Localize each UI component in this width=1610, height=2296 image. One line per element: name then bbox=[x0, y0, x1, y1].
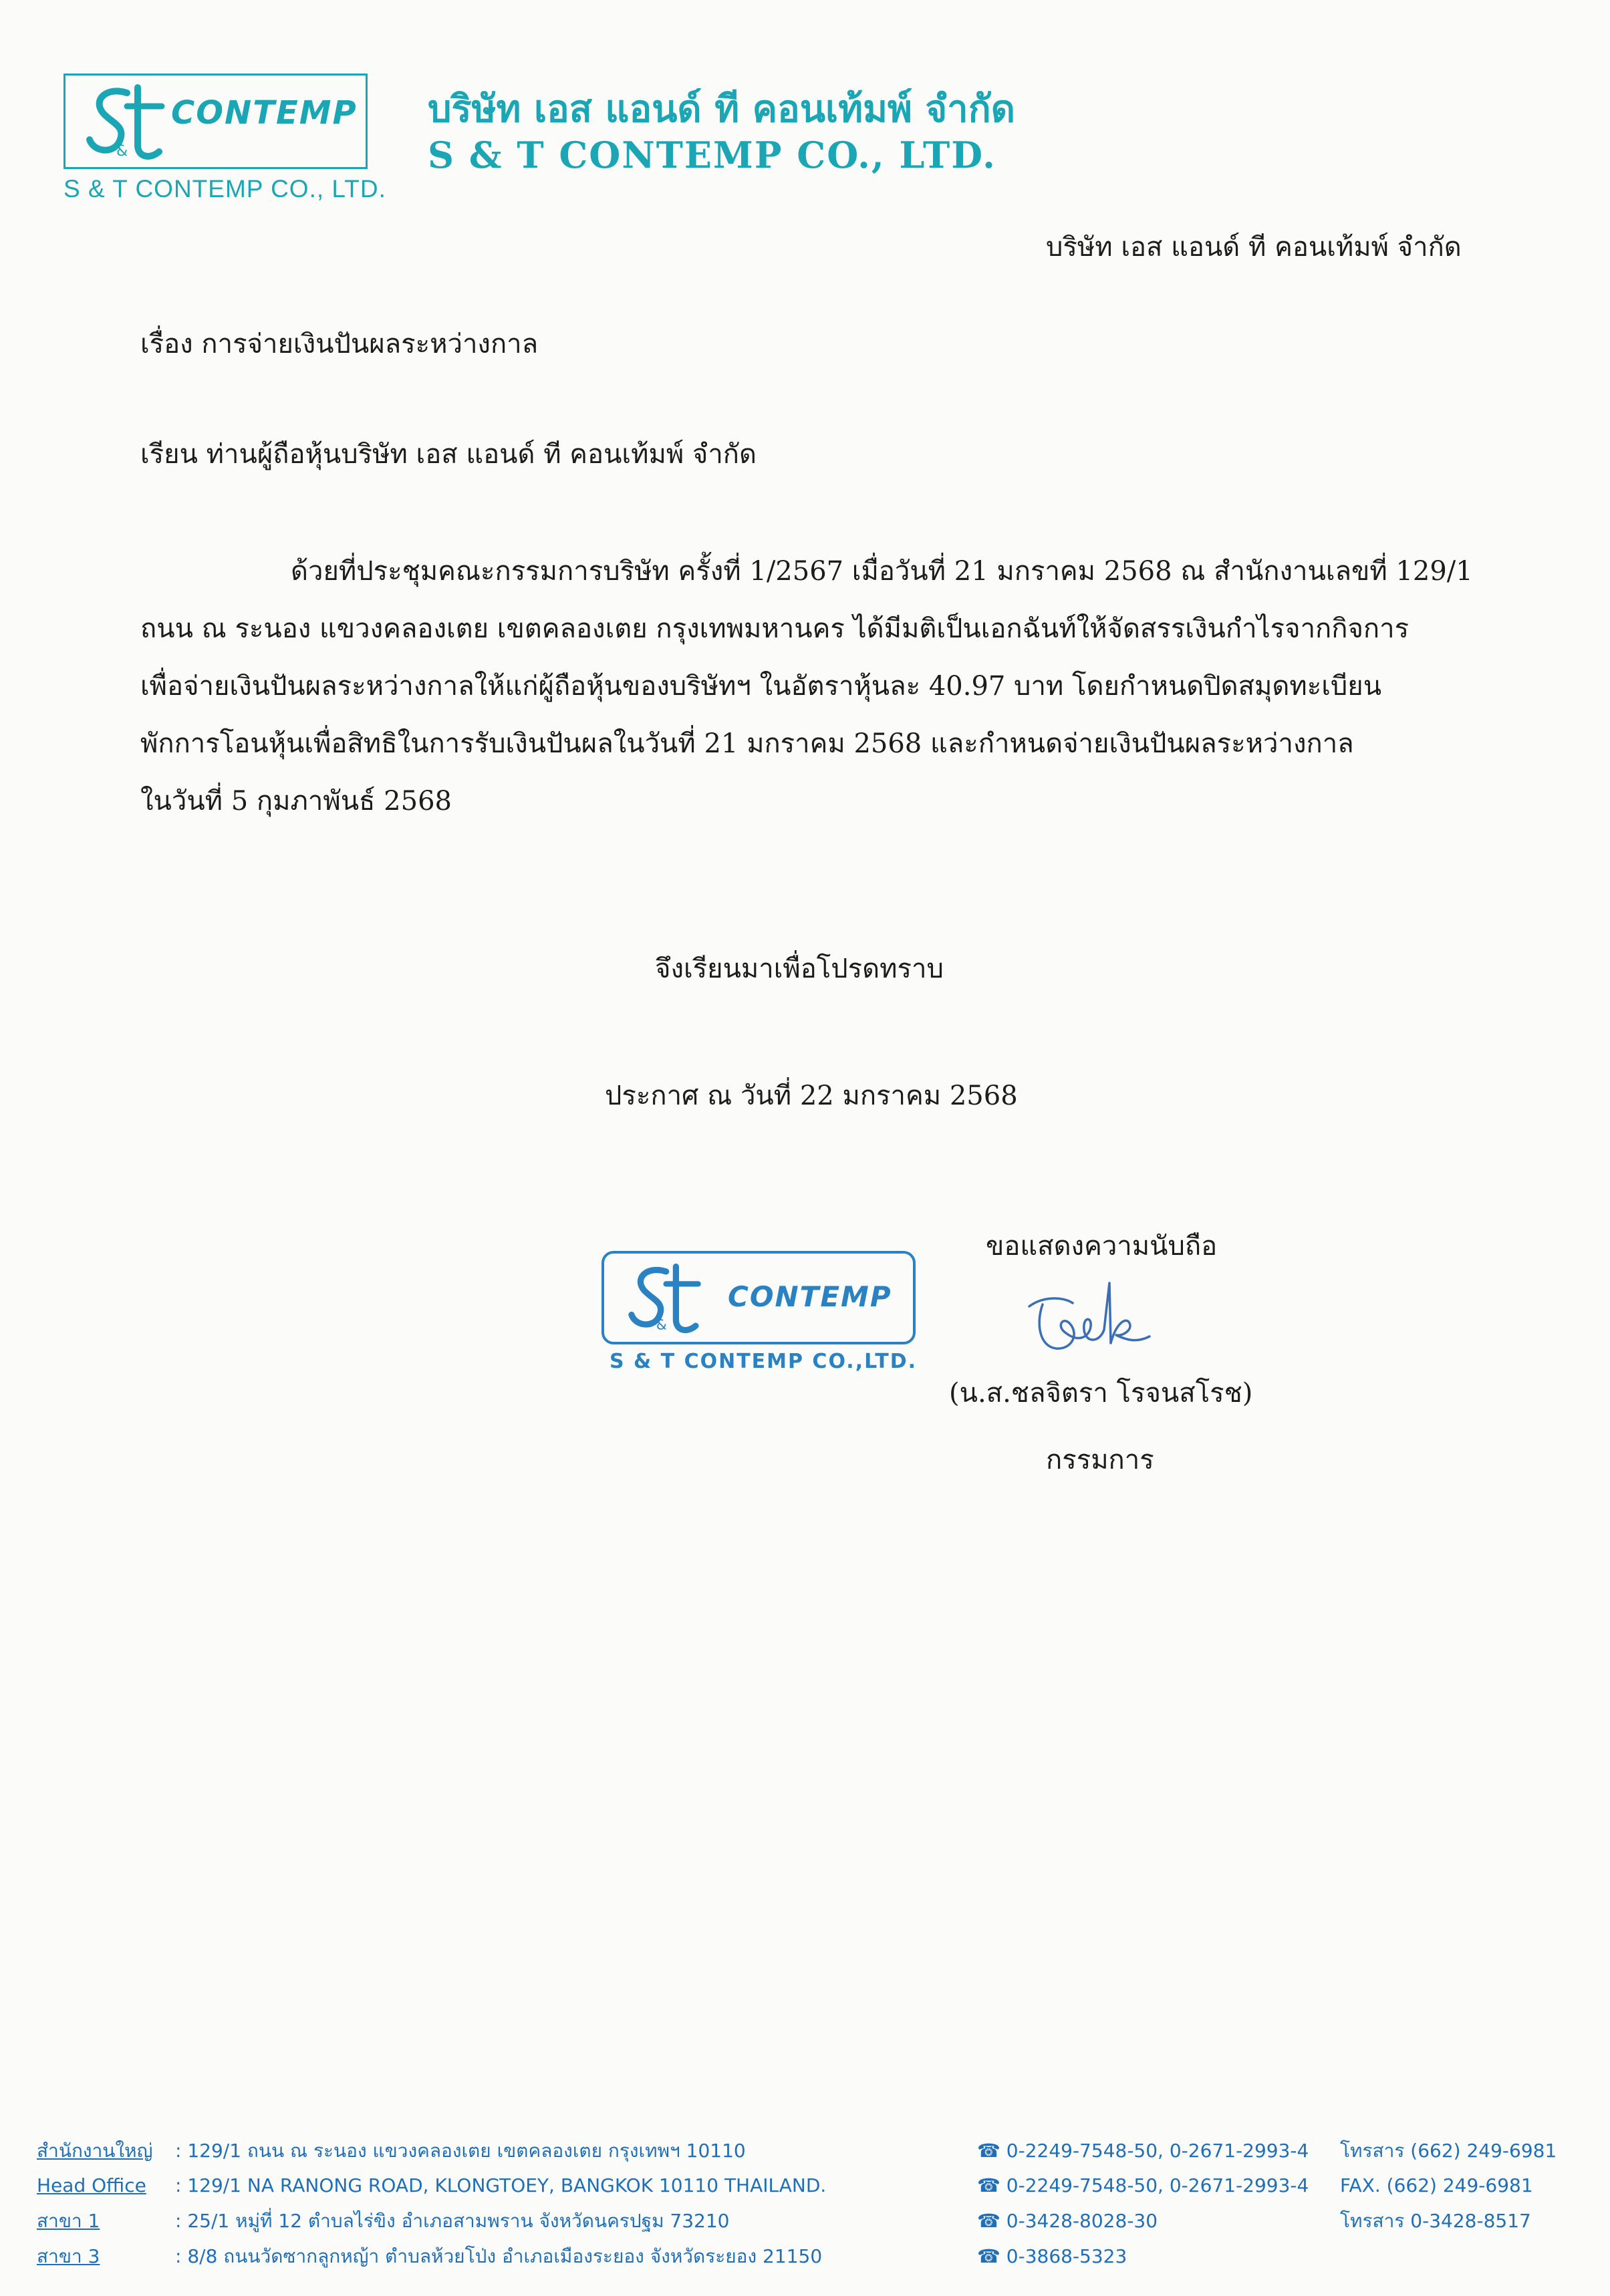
footer-label: Head Office bbox=[37, 2174, 146, 2196]
footer-label: สาขา 1 bbox=[37, 2210, 100, 2232]
letterhead-company-thai: บริษัท เอส แอนด์ ที คอนเท้มพ์ จำกัด bbox=[428, 88, 1015, 131]
paragraph-line: ถนน ณ ระนอง แขวงคลองเตย เขตคลองเตย กรุงเทพมหานคร ได้มีมติเป็นเอกฉันท์ให้จัดสรรเงินกำไรจากกิจการ bbox=[140, 613, 1410, 644]
letter-subject: เรื่อง การจ่ายเงินปันผลระหว่างกาล bbox=[140, 329, 539, 360]
regards: ขอแสดงความนับถือ bbox=[986, 1231, 1218, 1262]
paragraph-line: เพื่อจ่ายเงินปันผลระหว่างกาลให้แก่ผู้ถือหุ้นของบริษัทฯ ในอัตราหุ้นละ 40.97 บาท โดยกำหนดปิดสมุดทะเบียน bbox=[140, 671, 1382, 702]
footer-label: สาขา 3 bbox=[37, 2245, 100, 2267]
footer-address: : 129/1 ถนน ณ ระนอง แขวงคลองเตย เขตคลองเตย กรุงเทพฯ 10110 bbox=[175, 2140, 746, 2162]
stamp-wordmark: CONTEMP bbox=[728, 1280, 892, 1313]
st-monogram-icon bbox=[80, 81, 167, 164]
footer-address: : 25/1 หมู่ที่ 12 ตำบลไร่ขิง อำเภอสามพราน จังหวัดนครปฐม 73210 bbox=[175, 2210, 730, 2232]
paragraph-line: ในวันที่ 5 กุมภาพันธ์ 2568 bbox=[140, 786, 452, 817]
footer-address: : 129/1 NA RANONG ROAD, KLONGTOEY, BANGKOK 10110 THAILAND. bbox=[175, 2174, 827, 2196]
logo-wordmark: CONTEMP bbox=[171, 94, 358, 132]
logo-subtitle: S & T CONTEMP CO., LTD. bbox=[63, 175, 386, 202]
letter-salutation: เรียน ท่านผู้ถือหุ้นบริษัท เอส แอนด์ ที คอนเท้มพ์ จำกัด bbox=[140, 439, 757, 470]
footer-fax: โทรสาร 0-3428-8517 bbox=[1340, 2210, 1531, 2232]
footer-phone: ☎ 0-3428-8028-30 bbox=[977, 2210, 1158, 2232]
company-logo bbox=[63, 74, 368, 169]
paragraph-line: พักการโอนหุ้นเพื่อสิทธิในการรับเงินปันผลในวันที่ 21 มกราคม 2568 และกำหนดจ่ายเงินปันผลระหว่างกาล bbox=[140, 728, 1354, 759]
footer-fax: โทรสาร (662) 249-6981 bbox=[1340, 2140, 1557, 2162]
letter-body-paragraph bbox=[140, 543, 1477, 830]
stamp-subtitle: S & T CONTEMP CO.,LTD. bbox=[610, 1350, 918, 1373]
company-stamp bbox=[601, 1251, 916, 1344]
paragraph-line: ด้วยที่ประชุมคณะกรรมการบริษัท ครั้งที่ 1/2567 เมื่อวันที่ 21 มกราคม 2568 ณ สำนักงานเลขที่ 129/1 bbox=[291, 556, 1473, 587]
sender-company: บริษัท เอส แอนด์ ที คอนเท้มพ์ จำกัด bbox=[1046, 232, 1462, 263]
announcement-date: ประกาศ ณ วันที่ 22 มกราคม 2568 bbox=[605, 1081, 1018, 1111]
handwritten-signature-icon bbox=[1016, 1270, 1163, 1363]
stamp-monogram-icon bbox=[623, 1259, 703, 1339]
letterhead-company-english: S & T CONTEMP CO., LTD. bbox=[428, 134, 996, 176]
signer-position: กรรมการ bbox=[1046, 1445, 1154, 1475]
footer-phone: ☎ 0-3868-5323 bbox=[977, 2245, 1127, 2267]
signer-name: (น.ส.ชลจิตรา โรจนสโรช) bbox=[949, 1378, 1253, 1409]
footer-address: : 8/8 ถนนวัดซากลูกหญ้า ตำบลห้วยโป่ง อำเภอเมืองระยอง จังหวัดระยอง 21150 bbox=[175, 2245, 823, 2267]
letter-closing: จึงเรียนมาเพื่อโปรดทราบ bbox=[655, 954, 944, 984]
svg-text:&: & bbox=[116, 143, 128, 160]
footer-phone: ☎ 0-2249-7548-50, 0-2671-2993-4 bbox=[977, 2174, 1309, 2196]
footer-fax: FAX. (662) 249-6981 bbox=[1340, 2174, 1533, 2196]
svg-text:&: & bbox=[656, 1316, 667, 1333]
footer-label: สำนักงานใหญ่ bbox=[37, 2140, 153, 2162]
footer-phone: ☎ 0-2249-7548-50, 0-2671-2993-4 bbox=[977, 2140, 1309, 2162]
